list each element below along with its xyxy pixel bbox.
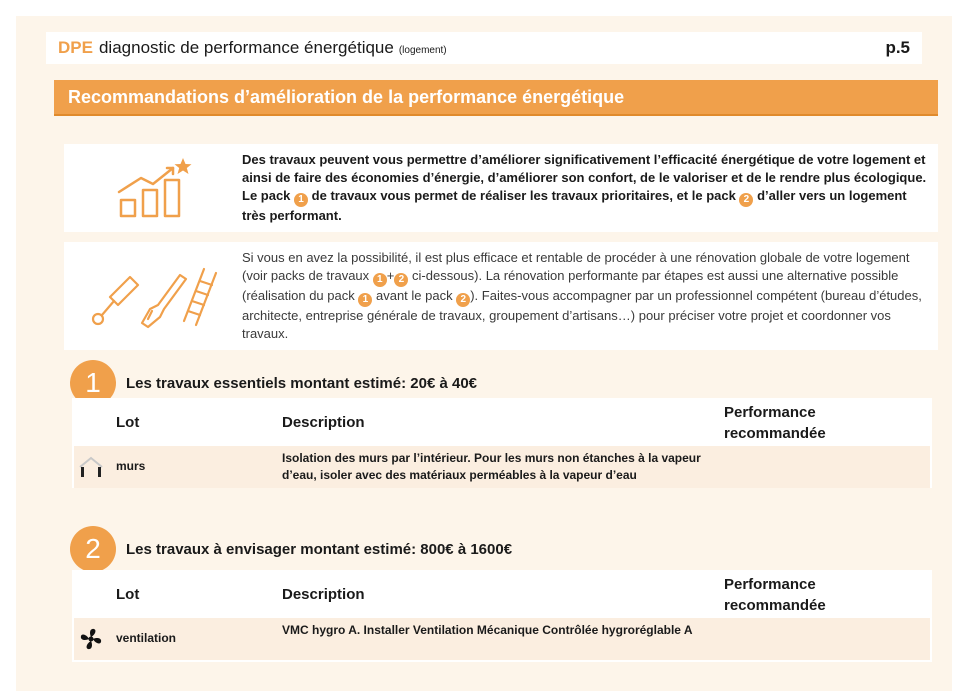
banner-title: Recommandations d’amélioration de la performance énergétique — [68, 86, 625, 107]
page-number: p.5 — [885, 38, 910, 57]
document-title: diagnostic de performance énergétique — [98, 38, 394, 57]
pack-2-heading — [70, 526, 512, 572]
lot-name: murs — [116, 459, 146, 473]
advice-box — [64, 242, 938, 350]
column-lot: Lot — [116, 414, 140, 431]
advice-text-part-a: Si vous en avez la possibilité, il est plus efficace et rentable de procéder à une rénovation globale de votre logement (voir packs de travaux — [242, 250, 910, 283]
table-header — [72, 398, 932, 446]
wall-icon — [78, 455, 104, 479]
pack-2-table — [72, 570, 932, 662]
intro-box — [64, 144, 938, 232]
intro-text — [242, 151, 938, 225]
pack-2-title: Les travaux à envisager montant estimé: 800€ à 1600€ — [126, 540, 513, 558]
table-header — [72, 570, 932, 618]
table-row — [74, 618, 930, 660]
pack-2-marker: 2 — [456, 293, 470, 307]
column-description: Description — [282, 586, 365, 603]
pack-1-marker: 1 — [373, 273, 387, 287]
lot-description: Isolation des murs par l’intérieur. Pour les murs non étanches à la vapeur d’eau, isoler avec des matériaux perméables à la vapeur d’eau — [282, 451, 701, 482]
pack-1-number: 1 — [70, 360, 116, 406]
document-header — [46, 32, 922, 64]
intro-text-part-b: de travaux vous permet de réaliser les travaux prioritaires, et le pack — [311, 188, 736, 203]
advice-text — [242, 249, 938, 343]
column-lot: Lot — [116, 586, 140, 603]
intro-text-part-c: d’aller vers un logement très performant. — [242, 188, 907, 223]
intro-text-part-a: Des travaux peuvent vous permettre d’améliorer significativement l’efficacité énergétique de votre logement et ainsi de faire des économies d’énergie, d’améliorer son confort, de le valoriser et de le rendre plus écologique. Le pack — [242, 152, 927, 203]
brand-label: DPE — [58, 38, 93, 57]
pack-2-marker: 2 — [394, 273, 408, 287]
pack-1-marker: 1 — [358, 293, 372, 307]
document-subtitle: (logement) — [398, 44, 447, 56]
pack-2-number: 2 — [70, 526, 116, 572]
advice-text-part-c: avant le pack — [375, 288, 453, 303]
pack-1-marker: 1 — [294, 193, 308, 207]
column-description: Description — [282, 414, 365, 431]
pack-1-title: Les travaux essentiels montant estimé: 20€ à 40€ — [126, 374, 478, 392]
advice-text-part-b: ci-dessous). La rénovation performante par étapes est aussi une alternative possible (réalisation du pack — [242, 268, 899, 303]
growth-chart-icon — [64, 144, 242, 232]
advice-text-part-d: ). Faites-vous accompagner par un professionnel compétent (bureau d’études, architecte, entreprise générale de travaux, groupement d’artisans…) pour préciser votre projet et coordonner vos travaux. — [242, 288, 922, 341]
lot-name: ventilation — [116, 631, 177, 645]
lot-description: VMC hygro A. Installer Ventilation Mécanique Contrôlée hygroréglable A — [282, 623, 693, 637]
pack-1-table — [72, 398, 932, 488]
page-background — [16, 16, 952, 691]
plus-sign: + — [386, 268, 395, 283]
section-banner — [54, 80, 938, 116]
tools-icon — [64, 242, 242, 350]
pack-2-marker: 2 — [739, 193, 753, 207]
column-performance: Performance recommandée — [724, 576, 826, 614]
table-row — [74, 446, 930, 488]
column-performance: Performance recommandée — [724, 404, 826, 442]
fan-icon — [78, 627, 104, 651]
